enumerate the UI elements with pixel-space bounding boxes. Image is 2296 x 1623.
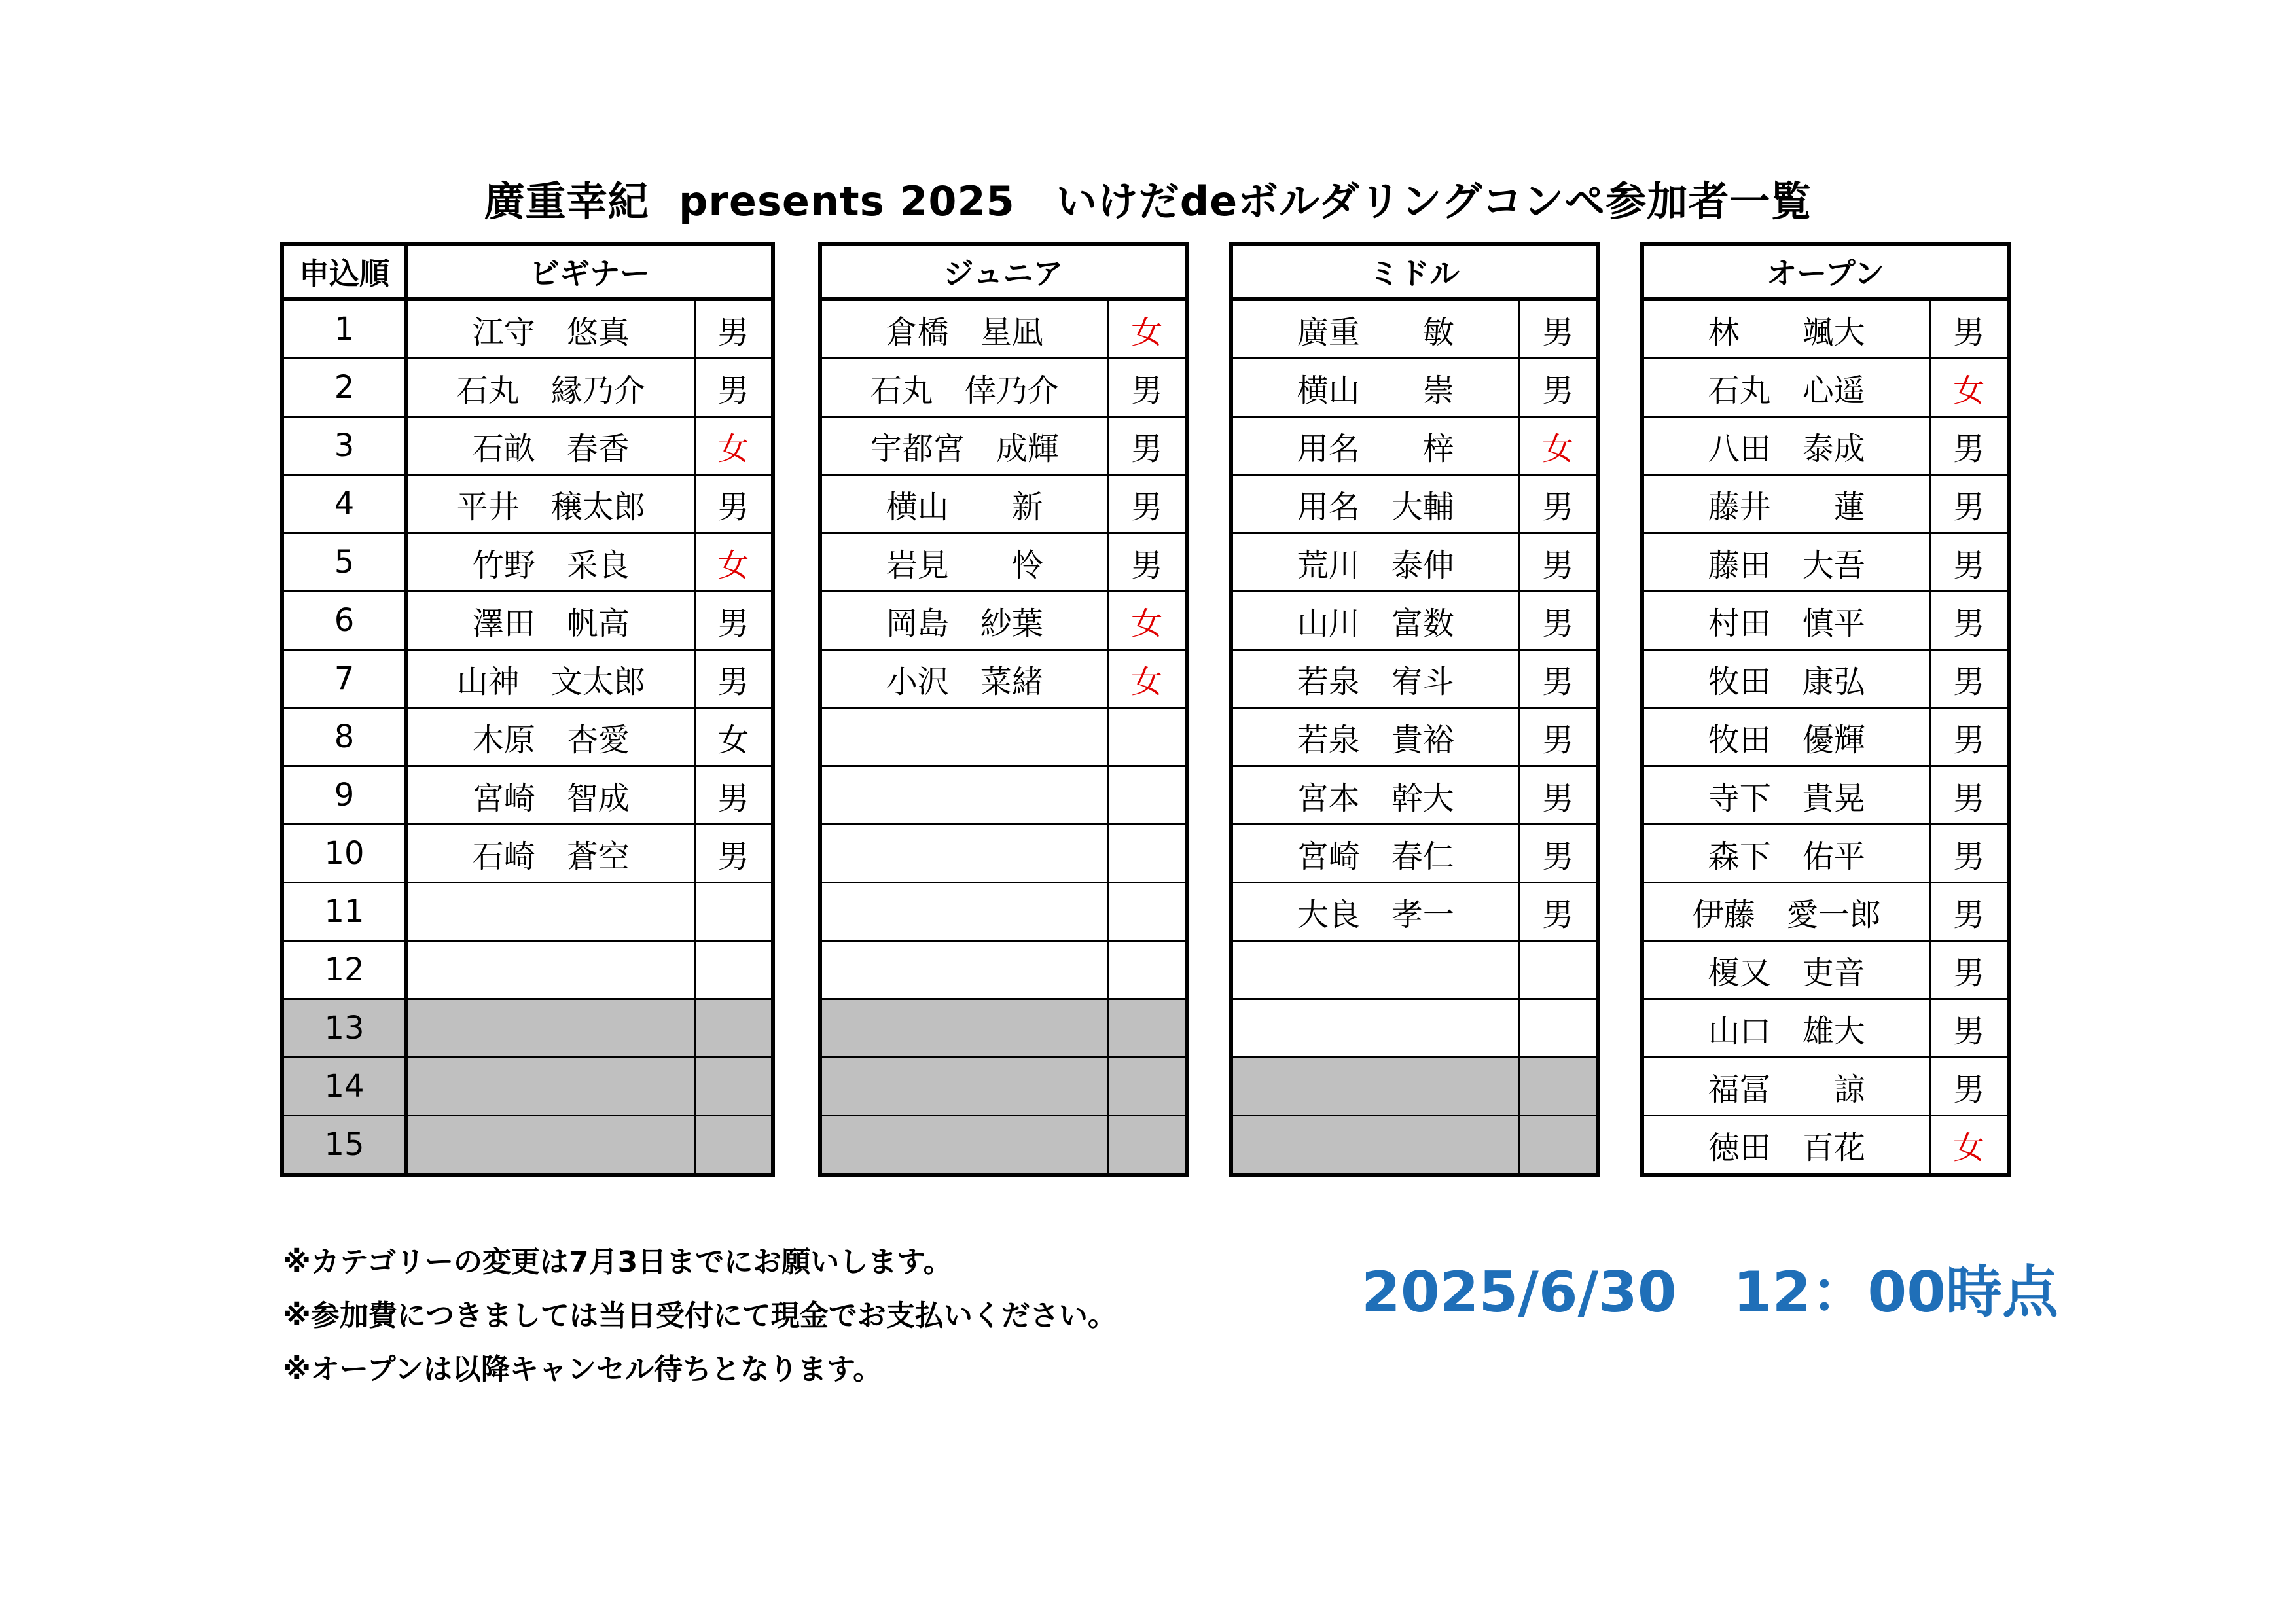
table-row xyxy=(1642,592,2009,650)
participant-gender: 男 xyxy=(1519,825,1598,883)
participant-gender xyxy=(1519,1116,1598,1175)
table-open xyxy=(1640,242,2011,1177)
participant-name: 宇都宮 成輝 xyxy=(820,417,1108,475)
participant-gender: 男 xyxy=(694,475,773,533)
participant-name: 伊藤 愛一郎 xyxy=(1642,883,1930,941)
participant-gender: 女 xyxy=(1108,592,1187,650)
participant-name: 石崎 蒼空 xyxy=(406,825,694,883)
participant-gender: 女 xyxy=(1519,417,1598,475)
participant-name: 八田 泰成 xyxy=(1642,417,1930,475)
table-row xyxy=(820,299,1187,359)
participant-gender: 男 xyxy=(1519,650,1598,708)
as-of-timestamp: 2025/6/30 12：00時点 xyxy=(1361,1260,2059,1325)
table-row xyxy=(1231,592,1598,650)
participant-gender: 男 xyxy=(694,299,773,359)
order-number: 2 xyxy=(282,359,406,417)
table-row xyxy=(1231,299,1598,359)
participant-gender xyxy=(1519,1058,1598,1116)
participant-name: 藤田 大吾 xyxy=(1642,533,1930,592)
participant-name: 林 颯大 xyxy=(1642,299,1930,359)
table-row xyxy=(1642,766,2009,825)
participant-gender: 男 xyxy=(694,650,773,708)
participant-name: 牧田 優輝 xyxy=(1642,708,1930,766)
participant-gender: 男 xyxy=(1519,533,1598,592)
participant-gender: 男 xyxy=(1930,883,2009,941)
middle-body xyxy=(1231,244,1598,1175)
participant-gender xyxy=(694,883,773,941)
table-row xyxy=(1642,533,2009,592)
header-row xyxy=(282,244,773,299)
participant-gender: 男 xyxy=(1108,417,1187,475)
beginner-body xyxy=(282,244,773,1175)
table-row xyxy=(282,533,773,592)
participant-name: 若泉 貴裕 xyxy=(1231,708,1519,766)
participant-gender xyxy=(1108,999,1187,1058)
order-number: 6 xyxy=(282,592,406,650)
header-row xyxy=(1642,244,2009,299)
table-row xyxy=(1231,999,1598,1058)
participant-gender: 男 xyxy=(1519,592,1598,650)
participant-name: 竹野 采良 xyxy=(406,533,694,592)
junior-body xyxy=(820,244,1187,1175)
table-row xyxy=(282,475,773,533)
participant-name: 小沢 菜緒 xyxy=(820,650,1108,708)
participant-gender: 男 xyxy=(694,825,773,883)
participant-gender: 男 xyxy=(1930,941,2009,999)
participant-name xyxy=(406,883,694,941)
participant-gender: 女 xyxy=(1930,359,2009,417)
participant-gender: 男 xyxy=(1519,475,1598,533)
table-row xyxy=(1231,766,1598,825)
table-row xyxy=(1231,941,1598,999)
participant-name xyxy=(406,1058,694,1116)
participant-name xyxy=(820,1116,1108,1175)
participant-name xyxy=(406,941,694,999)
table-row xyxy=(1231,883,1598,941)
table-row xyxy=(820,1116,1187,1175)
participant-name: 岩見 怜 xyxy=(820,533,1108,592)
participant-name: 用名 梓 xyxy=(1231,417,1519,475)
table-row xyxy=(282,417,773,475)
participant-gender: 女 xyxy=(694,533,773,592)
participant-name: 石畝 春香 xyxy=(406,417,694,475)
participant-name: 榎又 吏音 xyxy=(1642,941,1930,999)
participant-gender xyxy=(694,1058,773,1116)
table-row xyxy=(820,417,1187,475)
table-row xyxy=(1642,417,2009,475)
participant-name: 山川 富数 xyxy=(1231,592,1519,650)
participant-gender xyxy=(694,941,773,999)
table-row xyxy=(282,766,773,825)
note-fee: ※参加費につきましては当日受付にて現金でお支払いください。 xyxy=(283,1299,1117,1332)
participant-name: 澤田 帆高 xyxy=(406,592,694,650)
participant-gender xyxy=(1108,883,1187,941)
participant-gender: 女 xyxy=(1108,650,1187,708)
participant-name: 石丸 倖乃介 xyxy=(820,359,1108,417)
participant-name: 用名 大輔 xyxy=(1231,475,1519,533)
participant-gender: 男 xyxy=(1930,417,2009,475)
table-row xyxy=(282,359,773,417)
order-number: 14 xyxy=(282,1058,406,1116)
participant-name: 石丸 心遥 xyxy=(1642,359,1930,417)
order-number: 10 xyxy=(282,825,406,883)
table-row xyxy=(1231,650,1598,708)
table-row xyxy=(820,1058,1187,1116)
participant-gender: 男 xyxy=(1930,999,2009,1058)
table-row xyxy=(282,825,773,883)
participant-name: 倉橋 星凪 xyxy=(820,299,1108,359)
category-header: ジュニア xyxy=(820,244,1187,299)
table-row xyxy=(1231,359,1598,417)
participant-name: 宮崎 春仁 xyxy=(1231,825,1519,883)
participant-name: 山神 文太郎 xyxy=(406,650,694,708)
participant-name xyxy=(820,708,1108,766)
notes xyxy=(283,1236,1117,1397)
participant-gender: 男 xyxy=(1930,708,2009,766)
table-row xyxy=(1642,650,2009,708)
participant-name: 木原 杏愛 xyxy=(406,708,694,766)
order-number: 11 xyxy=(282,883,406,941)
participant-gender: 男 xyxy=(694,592,773,650)
participant-name xyxy=(1231,999,1519,1058)
note-open-waitlist: ※オープンは以降キャンセル待ちとなります。 xyxy=(283,1353,882,1386)
table-row xyxy=(1231,475,1598,533)
order-header: 申込順 xyxy=(282,244,406,299)
participant-name: 平井 穣太郎 xyxy=(406,475,694,533)
participant-name xyxy=(1231,941,1519,999)
category-header: オープン xyxy=(1642,244,2009,299)
participant-gender xyxy=(1108,1058,1187,1116)
table-row xyxy=(282,299,773,359)
table-row xyxy=(282,708,773,766)
participant-name: 石丸 縁乃介 xyxy=(406,359,694,417)
participant-name xyxy=(820,999,1108,1058)
participant-gender xyxy=(1108,708,1187,766)
table-row xyxy=(282,1058,773,1116)
order-number: 4 xyxy=(282,475,406,533)
participant-gender: 女 xyxy=(1108,299,1187,359)
participant-name: 横山 新 xyxy=(820,475,1108,533)
table-row xyxy=(1231,825,1598,883)
participant-name: 宮本 幹大 xyxy=(1231,766,1519,825)
table-row xyxy=(1231,708,1598,766)
order-number: 5 xyxy=(282,533,406,592)
participant-gender xyxy=(1108,1116,1187,1175)
table-row xyxy=(820,533,1187,592)
participant-name: 福冨 諒 xyxy=(1642,1058,1930,1116)
table-row xyxy=(820,650,1187,708)
participant-gender: 男 xyxy=(1519,359,1598,417)
table-row xyxy=(1231,1058,1598,1116)
participant-gender: 男 xyxy=(1108,359,1187,417)
participant-gender: 男 xyxy=(1930,592,2009,650)
table-beginner xyxy=(280,242,775,1177)
participant-gender: 男 xyxy=(1930,825,2009,883)
participant-name xyxy=(1231,1116,1519,1175)
table-row xyxy=(1231,417,1598,475)
order-number: 15 xyxy=(282,1116,406,1175)
table-row xyxy=(282,650,773,708)
open-body xyxy=(1642,244,2009,1175)
participant-gender: 女 xyxy=(694,708,773,766)
table-row xyxy=(1642,941,2009,999)
participant-name: 大良 孝一 xyxy=(1231,883,1519,941)
table-row xyxy=(1642,299,2009,359)
table-row xyxy=(1642,999,2009,1058)
participant-gender: 男 xyxy=(1108,475,1187,533)
participant-name: 江守 悠真 xyxy=(406,299,694,359)
participant-name: 藤井 蓮 xyxy=(1642,475,1930,533)
participant-gender xyxy=(694,999,773,1058)
participant-name: 若泉 宥斗 xyxy=(1231,650,1519,708)
table-row xyxy=(1642,359,2009,417)
participant-name: 廣重 敏 xyxy=(1231,299,1519,359)
participant-name: 森下 佑平 xyxy=(1642,825,1930,883)
participant-gender: 男 xyxy=(1519,766,1598,825)
participant-gender: 男 xyxy=(1519,708,1598,766)
table-middle xyxy=(1229,242,1600,1177)
participant-gender: 男 xyxy=(1930,650,2009,708)
participant-name xyxy=(1231,1058,1519,1116)
note-category-change: ※カテゴリーの変更は7月3日までにお願いします。 xyxy=(283,1245,952,1279)
table-row xyxy=(282,592,773,650)
participant-name: 宮崎 智成 xyxy=(406,766,694,825)
order-number: 3 xyxy=(282,417,406,475)
table-row xyxy=(820,825,1187,883)
participant-name xyxy=(406,1116,694,1175)
order-number: 12 xyxy=(282,941,406,999)
order-number: 13 xyxy=(282,999,406,1058)
participant-name xyxy=(820,1058,1108,1116)
table-row xyxy=(1642,708,2009,766)
table-row xyxy=(282,999,773,1058)
table-row xyxy=(820,941,1187,999)
participant-gender: 男 xyxy=(1930,766,2009,825)
table-row xyxy=(1642,825,2009,883)
table-row xyxy=(282,941,773,999)
order-number: 7 xyxy=(282,650,406,708)
participant-gender xyxy=(1519,941,1598,999)
table-row xyxy=(282,883,773,941)
table-row xyxy=(820,999,1187,1058)
participant-gender: 男 xyxy=(694,766,773,825)
participant-gender: 男 xyxy=(1930,475,2009,533)
table-junior xyxy=(818,242,1189,1177)
header-row xyxy=(820,244,1187,299)
table-row xyxy=(820,766,1187,825)
participant-gender: 男 xyxy=(1108,533,1187,592)
participant-gender: 女 xyxy=(1930,1116,2009,1175)
participant-gender: 男 xyxy=(1930,1058,2009,1116)
table-row xyxy=(820,592,1187,650)
participant-name: 荒川 泰伸 xyxy=(1231,533,1519,592)
table-row xyxy=(282,1116,773,1175)
participant-name: 寺下 貴晃 xyxy=(1642,766,1930,825)
participant-name: 牧田 康弘 xyxy=(1642,650,1930,708)
order-number: 8 xyxy=(282,708,406,766)
participant-gender xyxy=(1108,766,1187,825)
participant-gender: 男 xyxy=(1930,533,2009,592)
participant-gender xyxy=(1108,941,1187,999)
participant-gender: 男 xyxy=(1519,883,1598,941)
order-number: 9 xyxy=(282,766,406,825)
participant-name: 岡島 紗葉 xyxy=(820,592,1108,650)
participant-name xyxy=(820,825,1108,883)
participant-gender xyxy=(1108,825,1187,883)
category-header: ビギナー xyxy=(406,244,773,299)
table-row xyxy=(820,708,1187,766)
header-row xyxy=(1231,244,1598,299)
table-row xyxy=(1642,1116,2009,1175)
participant-name xyxy=(406,999,694,1058)
table-row xyxy=(1642,1058,2009,1116)
participant-gender xyxy=(694,1116,773,1175)
table-row xyxy=(1231,533,1598,592)
table-row xyxy=(1642,883,2009,941)
participant-gender: 女 xyxy=(694,417,773,475)
table-row xyxy=(820,475,1187,533)
participant-gender xyxy=(1519,999,1598,1058)
participant-name: 徳田 百花 xyxy=(1642,1116,1930,1175)
participant-name xyxy=(820,883,1108,941)
order-number: 1 xyxy=(282,299,406,359)
participant-gender: 男 xyxy=(694,359,773,417)
participant-gender: 男 xyxy=(1930,299,2009,359)
page-title: 廣重幸紀 presents 2025 いけだdeボルダリングコンペ参加者一覧 xyxy=(484,177,1812,225)
participant-gender: 男 xyxy=(1519,299,1598,359)
table-row xyxy=(820,359,1187,417)
table-row xyxy=(820,883,1187,941)
participant-name xyxy=(820,941,1108,999)
table-row xyxy=(1231,1116,1598,1175)
participant-name xyxy=(820,766,1108,825)
category-header: ミドル xyxy=(1231,244,1598,299)
table-row xyxy=(1642,475,2009,533)
participant-name: 横山 崇 xyxy=(1231,359,1519,417)
participant-name: 山口 雄大 xyxy=(1642,999,1930,1058)
participant-name: 村田 慎平 xyxy=(1642,592,1930,650)
